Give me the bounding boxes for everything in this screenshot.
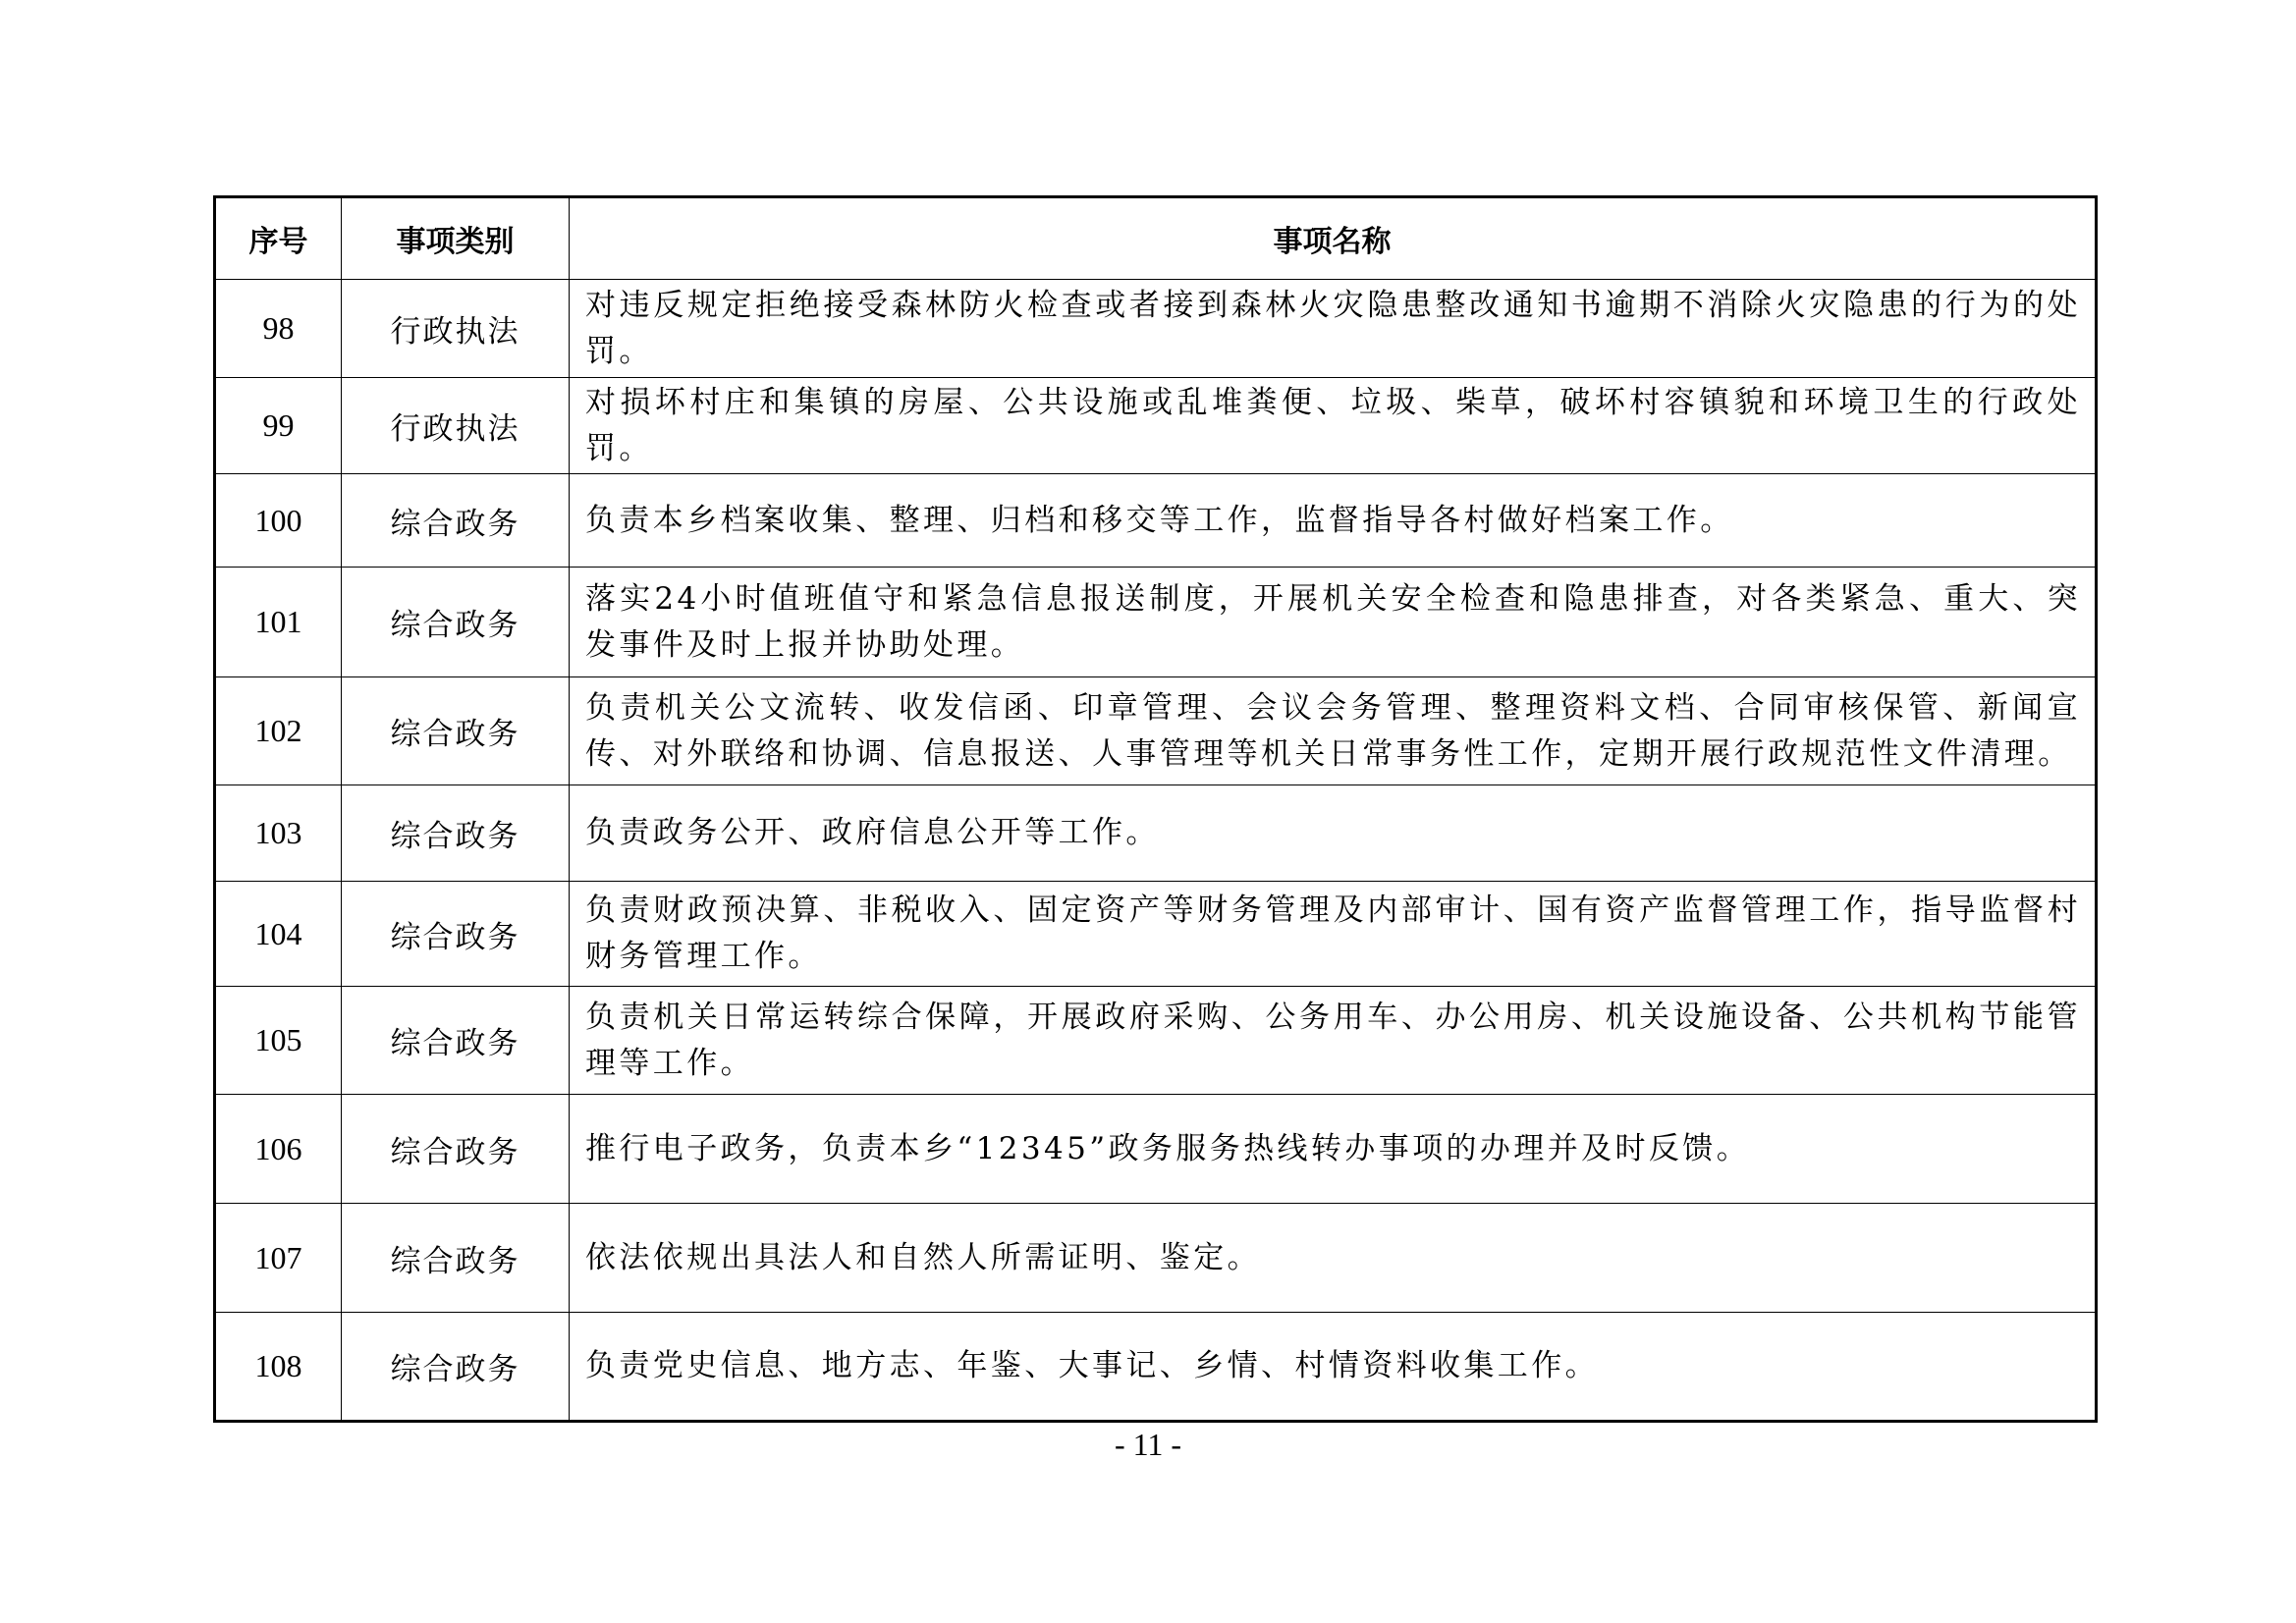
header-item-name: 事项名称 (570, 197, 2097, 280)
row-serial-number: 101 (215, 568, 342, 677)
row-category: 综合政务 (342, 1313, 570, 1422)
table-row (215, 677, 2097, 785)
row-item-name: 落实24小时值班值守和紧急信息报送制度，开展机关安全检查和隐患排查，对各类紧急、重大、突发事件及时上报并协助处理。 (570, 568, 2097, 677)
header-category: 事项类别 (342, 197, 570, 280)
row-serial-number: 102 (215, 677, 342, 785)
row-category: 综合政务 (342, 677, 570, 785)
row-serial-number: 106 (215, 1095, 342, 1204)
table-row (215, 378, 2097, 474)
row-serial-number: 108 (215, 1313, 342, 1422)
row-serial-number: 103 (215, 785, 342, 882)
row-category: 综合政务 (342, 1095, 570, 1204)
matters-table (213, 195, 2098, 1423)
row-item-name: 推行电子政务，负责本乡“12345”政务服务热线转办事项的办理并及时反馈。 (570, 1095, 2097, 1204)
row-serial-number: 104 (215, 882, 342, 987)
row-category: 综合政务 (342, 785, 570, 882)
row-category: 行政执法 (342, 378, 570, 474)
page-number: - 11 - (1114, 1427, 1182, 1462)
table-row (215, 1313, 2097, 1422)
row-category: 综合政务 (342, 1204, 570, 1313)
row-item-name: 负责机关公文流转、收发信函、印章管理、会议会务管理、整理资料文档、合同审核保管、新闻宣传、对外联络和协调、信息报送、人事管理等机关日常事务性工作，定期开展行政规范性文件清理。 (570, 677, 2097, 785)
row-item-name: 负责政务公开、政府信息公开等工作。 (570, 785, 2097, 882)
row-serial-number: 107 (215, 1204, 342, 1313)
row-category: 行政执法 (342, 280, 570, 378)
table-row (215, 1095, 2097, 1204)
row-item-name: 负责本乡档案收集、整理、归档和移交等工作，监督指导各村做好档案工作。 (570, 474, 2097, 568)
row-category: 综合政务 (342, 987, 570, 1095)
row-serial-number: 99 (215, 378, 342, 474)
row-item-name: 负责机关日常运转综合保障，开展政府采购、公务用车、办公用房、机关设施设备、公共机构节能管理等工作。 (570, 987, 2097, 1095)
header-serial-number: 序号 (215, 197, 342, 280)
row-item-name: 对损坏村庄和集镇的房屋、公共设施或乱堆粪便、垃圾、柴草，破坏村容镇貌和环境卫生的行政处罚。 (570, 378, 2097, 474)
row-serial-number: 105 (215, 987, 342, 1095)
table-row (215, 1204, 2097, 1313)
table-header-row (215, 197, 2097, 280)
table-row (215, 882, 2097, 987)
row-serial-number: 100 (215, 474, 342, 568)
row-serial-number: 98 (215, 280, 342, 378)
row-item-name: 依法依规出具法人和自然人所需证明、鉴定。 (570, 1204, 2097, 1313)
row-category: 综合政务 (342, 568, 570, 677)
row-item-name: 对违反规定拒绝接受森林防火检查或者接到森林火灾隐患整改通知书逾期不消除火灾隐患的行为的处罚。 (570, 280, 2097, 378)
row-item-name: 负责党史信息、地方志、年鉴、大事记、乡情、村情资料收集工作。 (570, 1313, 2097, 1422)
table-row (215, 785, 2097, 882)
table-row (215, 987, 2097, 1095)
table-row (215, 568, 2097, 677)
row-item-name: 负责财政预决算、非税收入、固定资产等财务管理及内部审计、国有资产监督管理工作，指导监督村财务管理工作。 (570, 882, 2097, 987)
table-row (215, 474, 2097, 568)
row-category: 综合政务 (342, 474, 570, 568)
table-row (215, 280, 2097, 378)
row-category: 综合政务 (342, 882, 570, 987)
